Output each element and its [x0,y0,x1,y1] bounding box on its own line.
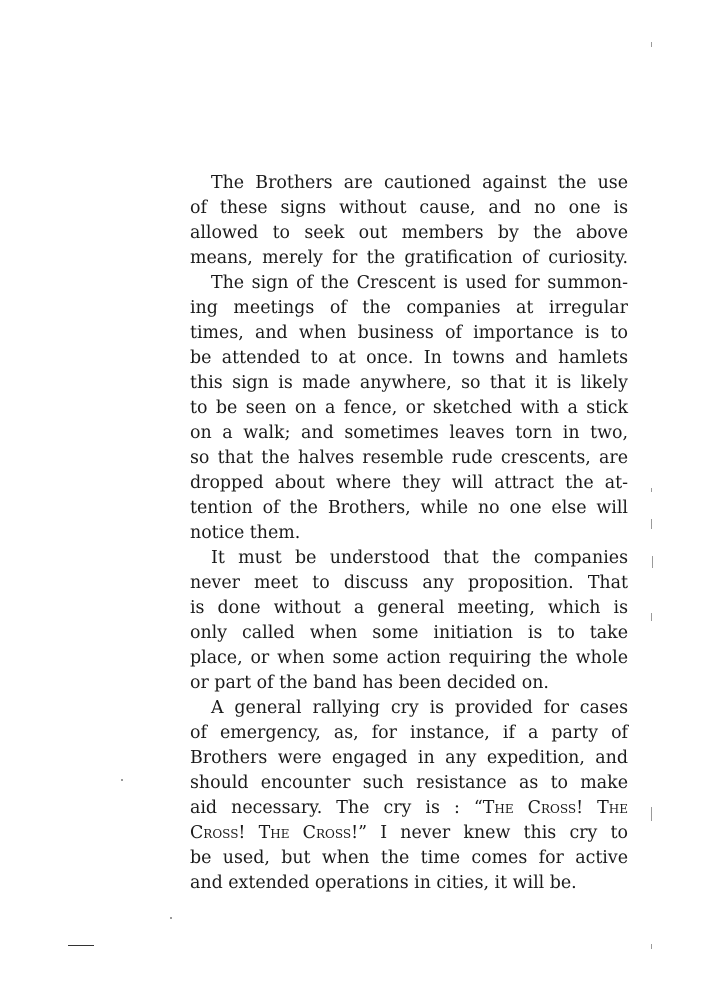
scan-speck [651,488,652,492]
body-text [190,171,628,896]
text-line: so that the halves resemble rude crescents, are [190,448,628,468]
text-line: of these signs without cause, and no one is [190,198,628,218]
text-line: times, and when business of importance is to [190,323,628,343]
text-line: on a walk; and sometimes leaves torn in two, [190,423,628,443]
scan-speck [651,944,652,949]
scan-speck [651,807,652,821]
text-line: and extended operations in cities, it will be. [190,873,577,893]
scan-speck [170,917,172,919]
scan-speck [651,42,652,47]
cry-punct: ! [576,798,598,818]
cry-punct: ! [238,823,259,843]
paragraph-1 [190,171,628,271]
text-line: to be seen on a fence, or sketched with a stick [190,398,628,418]
text-line: only called when some initiation is to take [190,623,628,643]
text-line: It must be understood that the companies [211,548,628,568]
rallying-cry-line [190,796,628,821]
text-line: allowed to seek out members by the above [190,223,628,243]
paragraph-2 [190,271,628,546]
text-line: notice them. [190,523,301,543]
cry-word: The Cross [258,823,352,843]
cry-end: !” I never knew this cry to [351,823,628,843]
text-line: dropped about where they will attract the at- [190,473,628,493]
text-line: should encounter such resistance as to make [190,773,628,793]
cry-word: The Cross [482,798,577,818]
text-line: be used, but when the time comes for active [190,848,628,868]
text-line: of emergency, as, for instance, if a party of [190,723,628,743]
rallying-cry-line [190,821,628,846]
text-line: this sign is made anywhere, so that it is likely [190,373,628,393]
text-line: ing meetings of the companies at irregular [190,298,628,318]
text-line: never meet to discuss any proposition. That [190,573,628,593]
text-line: Brothers were engaged in any expedition, and [190,748,628,768]
scan-speck [651,613,652,621]
footer-rule [68,945,94,946]
text-line: A general rallying cry is provided for cases [211,698,628,718]
text-line: is done without a general meeting, which is [190,598,628,618]
scan-speck [651,519,652,529]
text-line: or part of the band has been decided on. [190,673,549,693]
paragraph-3 [190,546,628,696]
cry-word: Cross [190,823,239,843]
text-line: The Brothers are cautioned against the use [211,173,628,193]
paragraph-4 [190,696,628,896]
scan-speck [652,556,653,568]
cry-prefix: aid necessary. The cry is : “ [190,798,483,818]
scan-speck [121,779,123,781]
text-line: The sign of the Crescent is used for summon- [211,273,628,293]
text-line: means, merely for the gratification of curiosity. [190,248,628,268]
cry-word: The [597,798,628,818]
text-line: tention of the Brothers, while no one else will [190,498,628,518]
text-line: be attended to at once. In towns and hamlets [190,348,628,368]
text-line: place, or when some action requiring the whole [190,648,628,668]
